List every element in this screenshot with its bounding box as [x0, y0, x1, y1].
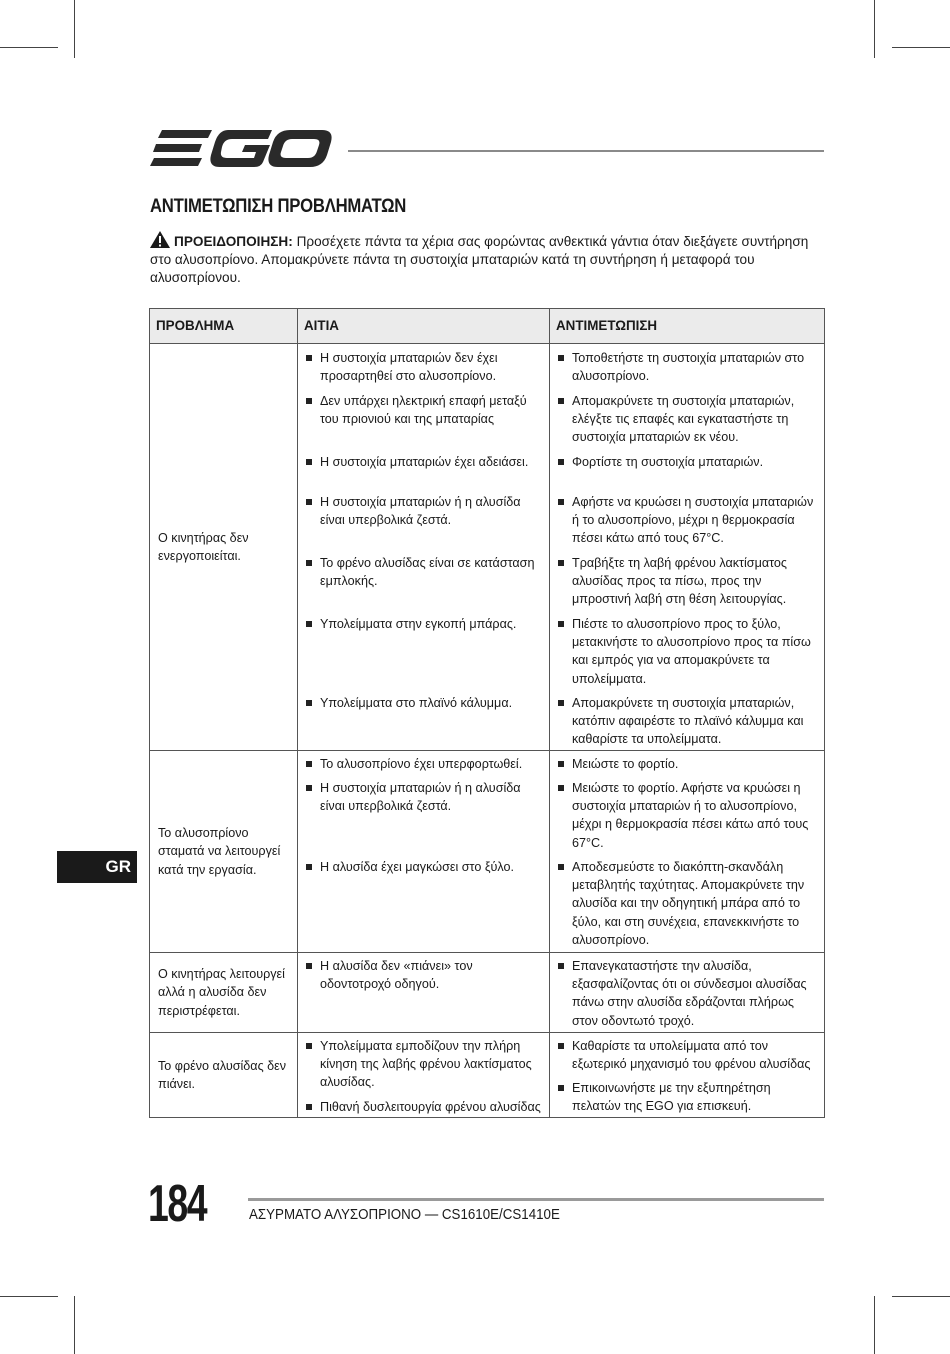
list-item: Υπολείμματα στο πλαϊνό κάλυμμα.: [306, 694, 543, 712]
list-item: Μειώστε το φορτίο. Αφήστε να κρυώσει η συστοιχία μπαταριών ή το αλυσοπρίονο, μέχρι η θερμοκρασία πέσει κάτω από τους 67°C.: [558, 779, 818, 852]
list-item: Τοποθετήστε τη συστοιχία μπαταριών στο αλυσοπρίονο.: [558, 349, 818, 385]
list-item: Δεν υπάρχει ηλεκτρική επαφή μεταξύ του πριονιού και της μπαταρίας: [306, 392, 543, 428]
crop-mark: [0, 47, 58, 48]
warning-text: Προσέχετε πάντα τα χέρια σας φορώντας ανθεκτικά γάντια όταν διεξάγετε συντήρηση στο αλυσοπρίονο. Απομακρύνετε πάντα τη συστοιχία μπαταριών κατά τη συντήρηση ή μεταφορά του αλυσοπρίονου.: [150, 234, 809, 285]
cause-cell: [298, 751, 550, 953]
list-item: Υπολείμματα εμποδίζουν την πλήρη κίνηση της λαβής φρένου λακτίσματος αλυσίδας.: [306, 1037, 543, 1092]
solution-cell: [550, 751, 825, 953]
footer-title: ΑΣΥΡΜΑΤΟ ΑΛΥΣΟΠΡΙΟΝΟ — CS1610E/CS1410E: [249, 1207, 560, 1223]
solution-cell: [550, 344, 825, 751]
list-item: Απομακρύνετε τη συστοιχία μπαταριών, ελέγξτε τις επαφές και εγκαταστήστε τη συστοιχία μπαταριών εκ νέου.: [558, 392, 818, 447]
list-item: Μειώστε το φορτίο.: [558, 755, 818, 773]
crop-mark: [892, 47, 950, 48]
problem-cell: Ο κινητήρας λειτουργεί αλλά η αλυσίδα δεν περιστρέφεται.: [150, 953, 298, 1033]
list-item: Τραβήξτε τη λαβή φρένου λακτίσματος αλυσίδας προς τα πίσω, προς την μπροστινή λαβή στη θέση λειτουργίας.: [558, 554, 818, 609]
crop-mark: [874, 1296, 875, 1354]
problem-cell: Το αλυσοπρίονο σταματά να λειτουργεί κατά την εργασία.: [150, 751, 298, 953]
column-header-problem: ΠΡΟΒΛΗΜΑ: [150, 309, 298, 344]
warning-paragraph: [150, 231, 815, 287]
list-item: Πιθανή δυσλειτουργία φρένου αλυσίδας: [306, 1098, 543, 1116]
cause-cell: [298, 953, 550, 1033]
list-item: Υπολείμματα στην εγκοπή μπάρας.: [306, 615, 543, 633]
crop-mark: [0, 1296, 58, 1297]
list-item: Η συστοιχία μπαταριών ή η αλυσίδα είναι υπερβολικά ζεστά.: [306, 493, 543, 529]
solution-cell: [550, 953, 825, 1033]
list-item: Η συστοιχία μπαταριών έχει αδειάσει.: [306, 453, 543, 471]
column-header-solution: ΑΝΤΙΜΕΤΩΠΙΣΗ: [550, 309, 825, 344]
crop-mark: [892, 1296, 950, 1297]
list-item: Πιέστε το αλυσοπρίονο προς το ξύλο, μετακινήστε το αλυσοπρίονο προς τα πίσω και εμπρός για να απομακρύνετε τα υπολείμματα.: [558, 615, 818, 688]
list-item: Καθαρίστε τα υπολείμματα από τον εξωτερικό μηχανισμό του φρένου αλυσίδας: [558, 1037, 818, 1073]
list-item: Αφήστε να κρυώσει η συστοιχία μπαταριών ή το αλυσοπρίονο, μέχρι η θερμοκρασία πέσει κάτω από τους 67°C.: [558, 493, 818, 548]
table-row: [150, 344, 825, 751]
warning-triangle-icon: [150, 231, 170, 248]
page-title: ΑΝΤΙΜΕΤΩΠΙΣΗ ΠΡΟΒΛΗΜΑΤΩΝ: [150, 196, 407, 217]
list-item: Η αλυσίδα δεν «πιάνει» τον οδοντοτροχό οδηγού.: [306, 957, 543, 993]
cause-cell: [298, 344, 550, 751]
troubleshooting-table: [149, 308, 825, 1118]
ego-logo: [150, 130, 332, 172]
list-item: Επανεγκαταστήστε την αλυσίδα, εξασφαλίζοντας ότι οι σύνδεσμοι αλυσίδας πάνω στην αλυσίδα εδράζονται πλήρως στον οδοντωτό τροχό.: [558, 957, 818, 1030]
list-item: Επικοινωνήστε με την εξυπηρέτηση πελατών της EGO για επισκευή.: [558, 1079, 818, 1115]
crop-mark: [74, 1296, 75, 1354]
table-row: [150, 953, 825, 1033]
solution-cell: [550, 1033, 825, 1118]
list-item: Αποδεσμεύστε το διακόπτη-σκανδάλη μεταβλητής ταχύτητας. Απομακρύνετε την αλυσίδα και την οδηγητική μπάρα από το ξύλο, και στη συνέχεια, επανεκκινήστε το αλυσοπρίονο.: [558, 858, 818, 949]
warning-label: ΠΡΟΕΙΔΟΠΟΙΗΣΗ:: [174, 234, 293, 249]
table-header-row: [150, 309, 825, 344]
table-row: [150, 751, 825, 953]
language-tab: GR: [57, 851, 137, 883]
list-item: Η συστοιχία μπαταριών ή η αλυσίδα είναι υπερβολικά ζεστά.: [306, 779, 543, 815]
list-item: Η αλυσίδα έχει μαγκώσει στο ξύλο.: [306, 858, 543, 876]
page-number: 184: [148, 1175, 207, 1233]
problem-cell: Το φρένο αλυσίδας δεν πιάνει.: [150, 1033, 298, 1118]
list-item: Το φρένο αλυσίδας είναι σε κατάσταση εμπλοκής.: [306, 554, 543, 590]
list-item: Το αλυσοπρίονο έχει υπερφορτωθεί.: [306, 755, 543, 773]
crop-mark: [74, 0, 75, 58]
header-rule: [348, 150, 824, 152]
problem-cell: Ο κινητήρας δεν ενεργοποιείται.: [150, 344, 298, 751]
table-row: [150, 1033, 825, 1118]
list-item: Φορτίστε τη συστοιχία μπαταριών.: [558, 453, 818, 471]
list-item: Απομακρύνετε τη συστοιχία μπαταριών, κατόπιν αφαιρέστε το πλαϊνό κάλυμμα και καθαρίστε τα υπολείμματα.: [558, 694, 818, 749]
list-item: Η συστοιχία μπαταριών δεν έχει προσαρτηθεί στο αλυσοπρίονο.: [306, 349, 543, 385]
column-header-cause: ΑΙΤΙΑ: [298, 309, 550, 344]
crop-mark: [874, 0, 875, 58]
cause-cell: [298, 1033, 550, 1118]
footer-rule: [248, 1198, 824, 1201]
